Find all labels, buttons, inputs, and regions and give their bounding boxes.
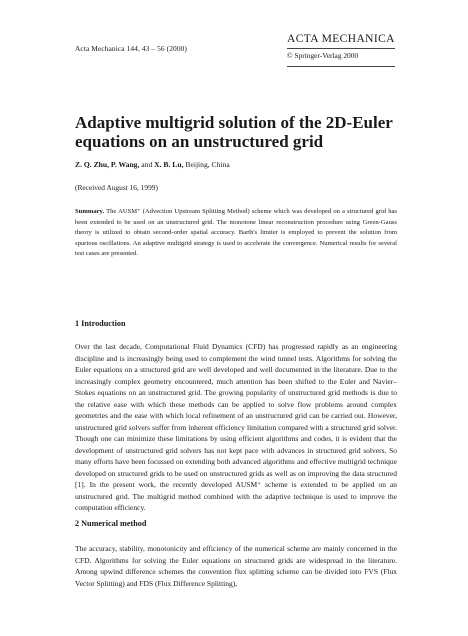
author-last-name: X. B. Lu, (154, 160, 184, 169)
received-date: (Received August 16, 1999) (75, 183, 158, 192)
numerical-method-paragraph: The accuracy, stability, monotonicity and efficiency of the numerical scheme are mainly concerned in the CFD. Algorithms for solving the Euler equations on structured grids are widespread in the literature. Among upwind difference schemes the convention flux splitting scheme can be divided into FVS (Flux Vector Splitting) and FDS (Flux Difference Splitting), (75, 544, 397, 588)
abstract-label: Summary. (75, 208, 105, 215)
abstract-text: The AUSM⁺ (Advection Upstream Splitting Method) scheme which was developed on a structured grid has been extended to be used on an unstructured grid. The monotone linear reconstruction procedure using Green-Gauss theory is utilized to obtain second-order spatial accuracy. Barth's limiter is employed to prevent the solution from spurious oscillations. An adaptive multigrid strategy is used to accelerate the convergence. Numerical results for several test cases are presented. (75, 208, 397, 258)
brand-divider-bottom (287, 66, 395, 67)
section-heading-introduction: 1 Introduction (75, 319, 126, 328)
journal-name: ACTA MECHANICA (287, 33, 395, 45)
author-location: Beijing, China (185, 160, 230, 169)
author-conjunction: and (141, 160, 153, 169)
author-line (75, 160, 230, 169)
section-heading-numerical-method: 2 Numerical method (75, 519, 147, 528)
paper-title: Adaptive multigrid solution of the 2D-Euler equations on an unstructured grid (75, 113, 393, 151)
journal-brand (287, 33, 397, 67)
copyright-line: © Springer-Verlag 2000 (287, 51, 359, 60)
abstract (75, 207, 397, 260)
brand-divider (287, 48, 395, 49)
author-names: Z. Q. Zhu, P. Wang, (75, 160, 140, 169)
introduction-paragraph: Over the last decade, Computational Fluid Dynamics (CFD) has progressed rapidly as an engineering discipline and is increasingly being used to complement the wind tunnel tests. Algorithms for solving the Euler equations on a structured grid are well developed and well documented in the literature. Due to the increasingly complex geometry encountered, much attention has been shifted to the Euler and Navier–Stokes equations on an unstructured grid. The growing popularity of unstructured grid methods is due to the relative ease with which these methods can be applied to solve flow problems around complex geometries and the ease with which local refinement of an unstructured grid can be carried out. However, unstructured grid solvers suffer from inherent efficiency limitation compared with a structured grid solver. Though one can minimize these limitations by using efficient algorithms and codes, it is evident that the development of unstructured grid solvers has not kept pace with advances in structured grid solvers. So many efforts have been focussed on extending both advanced algorithms and effective multigrid technique developed on structured grids to be used on unstructured grids as well as on improving the data structured [1]. In the present work, the recently developed AUSM⁺ scheme is extended to be applied on an unstructured grid. The multigrid method combined with the adaptive technique is used to improve the computation efficiency. (75, 342, 397, 512)
journal-reference: Acta Mechanica 144, 43 – 56 (2000) (75, 44, 187, 53)
